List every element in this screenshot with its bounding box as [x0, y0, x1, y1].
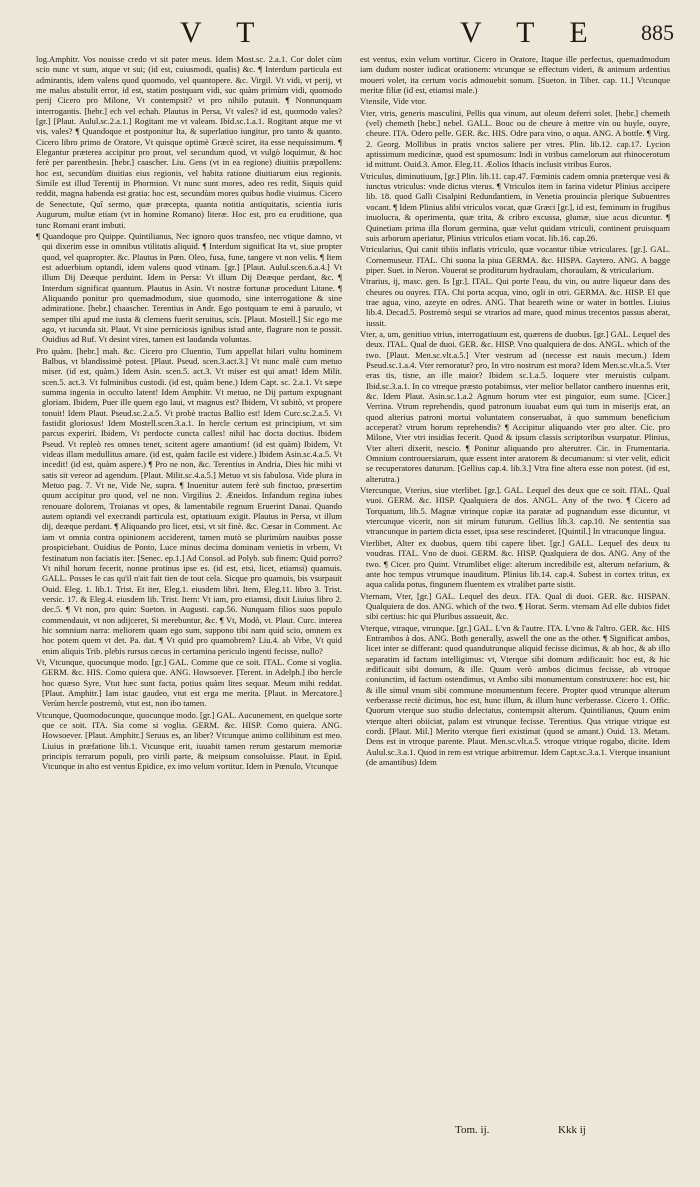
right-column: [360, 54, 670, 1114]
entry-paragraph: Vtercunque, Vterius, siue vterlibet. [gr.]. GAL. Lequel des deux que ce soit. ITAL. Qual vuoi. GERM. &c. HISP. Qualquiera de dos. ANGL. Any of the two. ¶ Cicero ad Torquatum, lib.5. Magnæ vtrinque copiæ ita paratæ ad pugnandum esse dicuntur, vt vtercunque vicerit, non sit mirum futurum. Gellius lib.3. cap.10. Ne sententia sua vtrancunque in partem dicta esset, ipsa sese rescinderet. [Quintil.] In vtracunque lingua.: [360, 485, 670, 537]
entry-paragraph: Vternam, Vter, [gr.] GAL. Lequel des deux. ITA. Qual di duoi. GER. &c. HISPAN. Qualquiera de dos. ANG. which of the two. ¶ Horat. Serm. vternam Ad elle dubios fidet sibi certius: hic qui Pluribus assueuit, &c.: [360, 590, 670, 622]
entry-paragraph: Vterque, vtraque, vtrunque. [gr.] GAL. L'vn & l'autre. ITA. L'vno & l'altro. GER. &c. HIS Entrambos à dos. ANG. Both generally, aswell the one as the other. ¶ Significat ambos, licet inter se differant: quod quandutrunque aliquid fecisse dicimus, & ab hoc, & ab illo separatim id factum intelligimus: vt, Vterque sibi domum ædificauit: hoc est, & hic ædificauit sibi domum, & ille. Quum verò ambos dicimus fecisse, ab vtroque coniunctim, id factum ostendimus, vt Ambo sibi monumentum construxere: hoc est, hic & ille simul vnum sibi commune monumentum fecere. Propter quod vtrunque alterum verberasse rectè dicimus, hoc est, hunc illum, & illum hunc verberasse. Cicero 1. Offic. Quorum vterque suo studio delectatus, contempsit alterum. Quintilianus, Quum enim vterque alteri obiiciat, palam est vtrunque fecisse. Terentius. Qua vtrique vtrique est cordi. [Plaut. Mil.] Merito vterque fieri existimat (quod se amant.) Ouid. 13. Metam. Dens est in vtroque parente. Plaut. Men.sc.vlt.a.5. vtroque vtrique rogabo, dicite. Idem Aulul.sc.3.a.1. Quod in rem est vtrique arbitremur. Idem Capt.sc.3.a.1. Vterque insaniunt (de amantibus) Idem: [360, 622, 670, 768]
entry-paragraph: est ventus, exin velum vortitur. Cicero in Oratore, Itaque ille perfectus, quemadmodum iam dudum noster iudicat orationem: vtcunque se effectum videri, & animum ardentius moueri volet, ita certum vocis admouebit sonum. [Sueton. in Tiber. cap. 11.] Vtcunque meritæ filiæ (id est, etiamsi male.): [360, 54, 670, 96]
entry-paragraph: Vtrarius, ij, masc. gen. Is [gr.]. ITAL. Qui porte l'eau, du vin, ou autre liqueur dans des cheures ou ouyres. ITA. Chi porta acqua, vino, ogli in otri. GERMA. &c. HISP. El que trae agua, vino, azeyte en odres. ANG. That beareth wine or water in bottles. Liuius lib.4. Decad.5. Postremò sequi se vtrarios ad mare, quod minus trecentos passus aberat, iussit.: [360, 276, 670, 328]
entry-paragraph: log.Amphitr. Vos nouisse credo vt sit pater meus. Idem Most.sc. 2.a.1. Cor dolet cùm scio nunc vt sum, atque vt sui; (id est, cuiusmodi, qualis) &c. ¶ Interdum particula est admirantis, idem valens quod quomodo, vel quantopere. &c. Virgil. Vt vidi, vt perij, vt me malus abstulit error, id est, statim postquam vidi, suc quàm primùm vidi, quomodo perij Cicero pro Milone, Vt contempsit? vt pro nihilo putauit. ¶ Nonnunquam interrogantis. [hebr.] ech vel echah. Plautus in Persa, Vt vales? id est, quomodo vales? [gr.] [Plaut. Aulul.sc.2.a.1.] Rogitant me vt valeam. Ibid.sc.1.a.1. Rogitant atque me vt vis, vales? ¶ Quandoque et postponitur Ita, & superlatiuo iungitur, pro tanto & quanto. Cicero libro primo de Oratore, Vt quisque optimè Græcè sciret, ita esse nequissimum. ¶ Elegantur præterea accipitur pro prout, vel secundum quod, vt vulgò loquimur, & hoc ferè per parenthesin. [hebr.] caascher. Liu. Gens (vt in ea regione) diuitiis præpollens: hoc est, secundùm diuitias eius regionis, vel habita ratione diuitiarum eius regionis. Simile est illud Terentij in Phormion. Vt nunc sunt mores, adeo res redit, Siquis quid reddit, magna habenda est gratia: hoc est, secundùm mores quibus hodie viuimus. Cicero de Senectute, Quî sermo, quæ præcepta, quanta notitia antiquitatis, scientia iuris Augurum, multæ etiam (vt in homine Romano) literæ. Hoc est, pro ea eruditione, qua tunc Romani erant imbuti.: [36, 54, 342, 230]
left-running-head: V T: [180, 16, 269, 49]
entry-paragraph: ¶ Quandoque pro Quippe. Quintilianus, Nec ignoro quos transfeo, nec vtique damno, vt qui dixerim esse in omnibus vtilitatis aliquid. ¶ Interdum significat Ita vt, siue propter quod, vel quapropter. &c. Plautus in Pœn. Oleo, fusa, fune, tangere vt non velis. ¶ Item est aduerbium optandi, idem valens quod vtinam. [gr.] [Plaut. Aulul.scen.6.a.4.] Vt illum Dij Deæque perduint. Idem in Persa: Vt illum Dij Deæque perdant, &c. ¶ Interdum significat quantum. Plautus in Asin. Vt nostræ fortunæ procedunt Litane. ¶ Aliquando ponitur pro quemadmodum, siue quomodo, sine interrogatione & sine admiratione. [hebr.] chaascher. Terentius in Andr. Ego postquam te emi à paruulo, vt semper tibi apud me iusta & clemens fuerit seruitus, scis. [Plaut. Mostell.] Sic ego me ago, vt iucunda sit. Plaut. Vt sine perniciosis ignibus istud ante, flagrare non te possit. Ouidius ad Ruf. Vt desint vires, tamen est laudanda voluntas.: [36, 230, 342, 345]
entry-paragraph: Pro quàm. [hebr.] mah. &c. Cicero pro Cluentio, Tum appellat hilari vultu hominem Balbus, vt blandissimè potest. [Plaut. Pseud. scen.3.act.3.] Vt nunc malè cum metuo miser. (id est, quàm.) Idem Asin. scen.5. act.3. Vt miser est qui amat! Idem Milit. scen.5. act.3. Vt fulminibus custodi. (id est, quàm bene.) Idem Capt. sc. 2.a.1. Vt sæpe summa ingenia in occulto latent! Idem Amphitr. Vt metuo, ne Dij partum expugnant gloriam. Ibidem, Puer ille quem ego laui, vt magnus est? Ibidem, Vt subitò, vt propere tonuit! Idem Plaut. Pseud.sc.2.a.5. Vt probè tractus Ballio est! Idem Curc.sc.2.a.5. Vt fastidit gloriosus! Idem Mostell.scen.3.a.1. In hercle certum est principium, vt sim parcus experiri. Ibidem, Vt perdocte cuncta calles! nihil hac docta doctius. Ibidem Pseud. Vt repleò res omnes tenet, scitent agere amantium! (id est quàm) Ibidem, Vt videas illam medullitus amare. (id est, quàm facile est videre.) Ibidem Asin.sc.4.a.5. Vt incedit! (id est, quàm aspere.) ¶ Pro ne non, &c. Terentius in Andria, Dies hic mihi vt satis sit vereor ad agendum. [Plaut. Milit.sc.4.a.5.] Metuo vt sis fabulosa. Vide plura in Metuo pag. 7. Vt ne, Vide Ne, supra. ¶ Inuenitur autem ferè sub finctuo, præsertim quum accipitur pro quod, vel ne non. Virgilius 2. Æneidos. Infandum regina iubes renouare dolorem, Troianas vt opes, & lamentabile regnum Eruerint Danai. Quando autem optandi vel execrandi particula est, optatiuum exigit. Plautus in Persa, vt illum dij, deæque perdant. ¶ Aliquando pro licet, etsi, vt sit finè. &c. Cæsar in Comment. Ac iam vt omnia contra opinionem acciderent, tamen mutò se plurimùm nauibus posse prospiciebant. Ouidius de Ponto, Luce minus decima dominam venietis in vrbem, Vt festinatum non faciatis iter. [Senec. ep.1.] Ad Consol. ad Polyb. sub finem: Quid porro? Vt nihil horum fecerit, nonne protinus ipse es. (id est, etsi, licet, etiamsi) quamuis. GALL. Posses le cas qu'il n'ait fait tien de tout cela. Sicque pro quamuis, bis vsurpauit Ouid. Eleg. 1. lib.1. Trist. Et iter, Eleg.1. eiusdem libri. Item, Eleg.11. libro 3. Trist. versic. 17. & Eleg.4. eiusdem lib. Trist. Item: Vt iam, pro etiamsi, dixit Liuius libro 2. dec.5. ¶ Vt non, pro quin: Sueton. in Augusti. cap.56. Nunquam filios suos populo commendauit, vt non adijceret, Si merebuntur, &c. ¶ Vt, Modò, vt. Plaut. Curc. interea hic somnium narra: meliorem quam ego sum, suppono tibi nam quid scio, omnem ex hoc potem quem vt det. Pa. dat. ¶ Vt quid pro quamobrem? Liu.4. ab Vrbe, Vt quid enim aliquis Trib. plebis rursus cæcus in certamina periculo ingenti fecisse, nullo?: [36, 345, 342, 656]
right-running-head: V T E: [460, 16, 602, 49]
entry-paragraph: Vt, Vtcunque, quocunque modo. [gr.] GAL. Comme que ce soit. ITAL. Come si voglia. GERM. &c. HIS. Como quiera que. ANG. Howsoever. [Terent. in Adelph.] ibo hercle hoc quæso Syre, Vtut hæc sunt facta, potius quàm lites sequar. Meum mihi reddat. [Plaut. Amphitr.] Iam istac gaudeo, vtut est erga me merita. [Plaut. in Mercatore.] Verùm hercle postremò, vtut est, non ibo tamen.: [36, 656, 342, 709]
entry-paragraph: Vterlibet, Alter ex duobus, quem tibi capere libet. [gr.] GALL. Lequel des deux tu voudras. ITAL. Vno de duoi. GERM. &c. HISP. Qualquiera de dos. ANG. Any of the two. ¶ Cicer. pro Quint. Vtrumlibet elige: alterum incredibile est, alterum nefarium, & ante hoc tempus vtrumque inauditum. Plinius lib.14. cap.4. Subest in cortex tritus, ex aqua calida potus, fingunem fluentem ex vtralibet parte sistit.: [360, 537, 670, 590]
tome-label: Tom. ij.: [455, 1124, 490, 1136]
entry-paragraph: Vter, vtris, generis masculini, Pellis qua vinum, aut oleum deferri solet. [hebr.] chemeth (vel) chemeth [hebr.] nebel. GALL. Bouc ou de cheure à mettre vin ou huyle, ouyre, cheure. ITA. Odero pelle. GER. &c. HIS. Odre para vino, o aqua. ANG. A bottle. ¶ Virg. 2. Georg. Mollibus in pratis vnctos saliere per vtres. Plin. lib.12. cap.17. Lycion aptissimum medicinæ, quod est spumosum: Indi in vtribus camelorum aut rhinocerotum id mittunt. Ouid.3. Amor. Eleg.11. Æolios Ithacis inclusit vtribus Euros.: [360, 107, 670, 170]
entry-paragraph: Vter, a, um, genitiuo vtrius, interrogatiuum est, quærens de duobus. [gr.] GAL. Lequel des deux. ITAL. Qual de duoi. GER. &c. HISP. Vno qualquiera de dos. ANGL. which of the two. [Plaut. Men.sc.vlt.a.5.] Vter vestrum ad (necesse est nauis mecum.) Idem Pseud.sc.1.a.4. Vter remoratur? pro, In vtro nostrum est mora? Idem Men.sc.vlt.a.5. Vter eras tis, tisne, an ille maior? Ibidem sc.1.a.5. loquere vter meruistis culpam. Ibid.sc.3.a.1. In co vtreque præsto potabimus, vter melior bellator canthero inuentus erit, &c. Idem Plaut. Asin.sc.1.a.2 Agnum horum vter est pinguior, eum sume. [Cicer.] Verrina. Vtrum reprehendis, quod patronum iuuabat eum qui tum in miserijs erat, an quod alterius patroni mortui voluntatem conseruabat, à quo summum beneficium acceperat? vtrum horum reprehendis? ¶ Accipitur aliquando vter pro alter. Cic. pro Milone, Vter vtri insidias fecerit. Quod & ipsum classis scriptoribus vsurpatur. Plinius, Vter alteri dixerit, nescio. ¶ Ponitur aliquando pro alterutrer. Cic. in Frumentaria. Omnium controuersiarum, quæ essent inter aratorem & decumanum: si vter velit, edicit se recuperatores daturum. [Gellius cap.4. lib.3.] Vtra fine altera esse non potest. (id est, alterutra.): [360, 328, 670, 484]
page-footer: [360, 1120, 670, 1150]
running-header: [30, 10, 674, 52]
entry-paragraph: Vtriculus, diminutiuum, [gr.] Plin. lib.11. cap.47. Fœminis cadem omnia præterque vesi & iunctus vtriculus: vnde dictus vterus. ¶ Vtriculos item in farina videtur Plinius accipere lib. 18. quod Galli Cisalpini Redundantiem, in Venetia prouincia plerique Subuentres vocant. ¶ Idem Plinius alibi vtriculos vocat, quæ Græci [gr.], id est, feminum in frugibus inuolucra, & operimenta, quæ trita, & cribro excussa, glumæ, siue acus dicuntur. ¶ Quinetiam prima illa florum germina, quæ velut quidam vtriculi, continent pruisquam suis arborum aperiatur, Plinius vtriculos etiam vocat. lib.16. cap.26.: [360, 170, 670, 243]
entry-paragraph: Vtensile, Vide vtor.: [360, 96, 427, 107]
entry-paragraph: Vtricularius, Qui canit tibiis inflatis vtriculo, quæ vocantur tibiæ vtriculares. [gr.]. GAL. Cornemuseur. ITAL. Chi suona la piua GERMA. &c. HISPA. Gaytero. ANG. A bagge piper. Suet. in Neron. Vouerat se proditurum hydraulam, choraulam, & vtricularium.: [360, 244, 670, 275]
entry-paragraph: Vtcunque, Quomodocunque, quocunque modo. [gr.] GAL. Aucunement, en quelque sorte que ce soit. ITA. Sia come si voglia. GERM. &c. HISP. Como quiera. ANG. Howsoever. [Plaut. Amphitr.] Seruus es, an liber? Vtcunque animo collibitum est meo. Liuius in præfatione lib.1. Vtcunque erit, iuuabit tamen rerum gestarum memoriæ principis terrarum populi, pro virili parte, & meipsum consoluisse. Plaut. in Epid. Vtcunque in alto est ventus Epidice, ex imo velum vortitur. Idem in Pœnulo, Vtcunque: [36, 709, 342, 772]
signature-mark: Kkk ij: [558, 1124, 586, 1136]
page-number: 885: [641, 20, 674, 45]
left-column: [36, 54, 342, 1114]
